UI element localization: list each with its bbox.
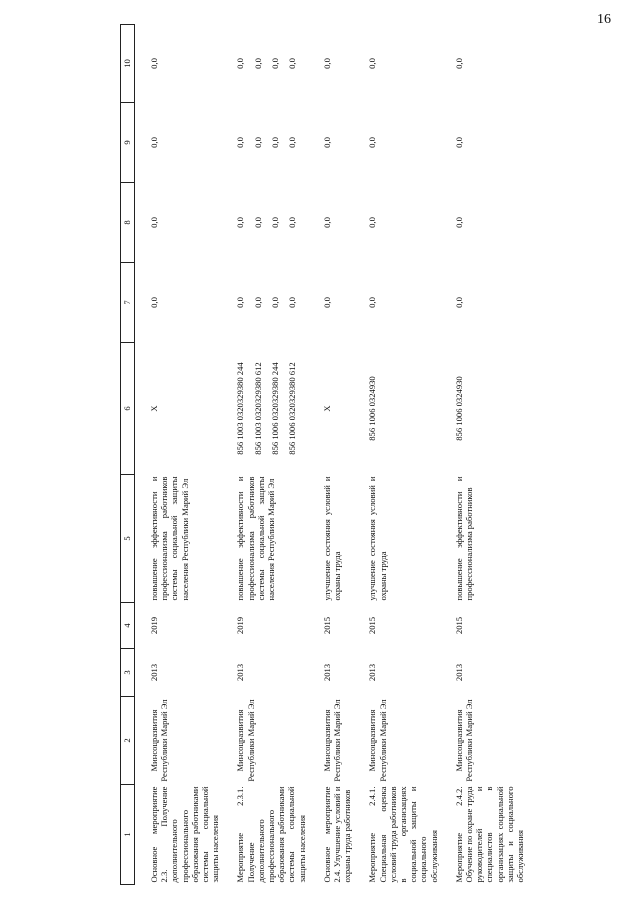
value-cell: 0,0 (287, 217, 298, 228)
value-cell: 0,0 (367, 58, 378, 69)
value-cell: 0,0 (269, 297, 280, 308)
value-cell: 0,0 (269, 137, 280, 148)
value-cell: 0,0 (321, 137, 332, 148)
end-year: 2015 (321, 616, 332, 635)
value-col-9 (440, 103, 526, 183)
value-cell: 0,0 (367, 137, 378, 148)
value-cell: 0,0 (252, 217, 263, 228)
budget-code (221, 343, 307, 475)
table-row (308, 25, 354, 885)
end-year: 2015 (453, 616, 464, 635)
column-header: 7 (121, 263, 135, 343)
start-year: 2013 (453, 663, 464, 682)
value-cell: 0,0 (367, 297, 378, 308)
column-header: 3 (121, 649, 135, 697)
value-col-8 (353, 183, 439, 263)
value-col-8 (135, 183, 222, 263)
expected-result: повышение эффективности и профессионализма работников системы социальной защиты населения Республики Марий Эл (235, 476, 277, 601)
value-cell: 0,0 (321, 217, 332, 228)
value-col-10 (440, 25, 526, 103)
start-year: 2013 (367, 663, 378, 682)
column-header: 2 (121, 697, 135, 785)
column-header: 4 (121, 603, 135, 649)
responsible-executor: Минсоцразвития Республики Марий Эл (367, 699, 388, 782)
value-cell: 0,0 (287, 58, 298, 69)
budget-code-line: X (149, 405, 159, 412)
end-year: 2019 (235, 616, 246, 635)
start-year: 2013 (235, 663, 246, 682)
value-col-9 (135, 103, 222, 183)
end-year: 2019 (149, 616, 159, 635)
responsible-executor: Минсоцразвития Республики Марий Эл (235, 699, 256, 782)
budget-code-line: X (321, 405, 332, 412)
value-cell: 0,0 (269, 217, 280, 228)
budget-code (353, 343, 439, 475)
budget-code-line: 856 1003 0320329380 612 (252, 362, 263, 455)
value-cell: 0,0 (149, 58, 159, 69)
budget-code (308, 343, 354, 475)
value-cell: 0,0 (321, 297, 332, 308)
value-cell: 0,0 (235, 217, 246, 228)
value-cell: 0,0 (287, 137, 298, 148)
value-col-10 (135, 25, 222, 103)
value-cell: 0,0 (453, 137, 464, 148)
value-col-7 (308, 263, 354, 343)
value-col-8 (308, 183, 354, 263)
value-col-7 (353, 263, 439, 343)
activity-name: Мероприятие 2.4.1. Специальная оценка условий труда работников в организациях социальной защиты и социального обслуживания (367, 786, 439, 883)
value-cell: 0,0 (252, 297, 263, 308)
table-row (135, 25, 222, 885)
responsible-executor: Минсоцразвития Республики Марий Эл (453, 699, 475, 782)
table-row (221, 25, 307, 885)
activity-name: Мероприятие 2.4.2. Обучение по охране труда руководителей и специалистов в организациях социальной защиты и социального обслуживания (453, 786, 526, 883)
value-col-8 (221, 183, 307, 263)
budget-code-line: 856 1006 0324930 (367, 376, 378, 441)
program-activities-table (120, 24, 526, 885)
budget-code (135, 343, 222, 475)
value-col-10 (353, 25, 439, 103)
activity-name: Основное мероприятие 2.4. Улучшение условий и охраны труда работников (321, 786, 353, 883)
column-header: 10 (121, 25, 135, 103)
value-cell: 0,0 (149, 217, 159, 228)
column-header: 6 (121, 343, 135, 475)
responsible-executor: Минсоцразвития Республики Марий Эл (321, 699, 343, 782)
value-cell: 0,0 (252, 137, 263, 148)
column-header: 5 (121, 475, 135, 603)
budget-code (440, 343, 526, 475)
value-cell: 0,0 (453, 217, 464, 228)
budget-code-line: 856 1006 0320329380 244 (269, 362, 280, 455)
value-cell: 0,0 (287, 297, 298, 308)
expected-result: улучшение состояния условий и охраны труда (367, 476, 388, 601)
activity-name: Мероприятие 2.3.1. Получение дополнительного профессионального образования работниками системы социальной защиты населения (235, 786, 307, 883)
page-number: 16 (597, 12, 611, 27)
budget-code-line: 856 1003 0320329380 244 (235, 362, 246, 455)
value-col-7 (135, 263, 222, 343)
value-col-9 (353, 103, 439, 183)
value-col-10 (308, 25, 354, 103)
value-col-10 (221, 25, 307, 103)
end-year: 2015 (367, 616, 378, 635)
start-year: 2013 (149, 663, 159, 682)
value-col-7 (440, 263, 526, 343)
activity-name: Основное мероприятие 2.3. Получение дополнительного профессионального образования работниками системы социальной защиты населения (149, 786, 221, 883)
table-row (353, 25, 439, 885)
value-cell: 0,0 (149, 137, 159, 148)
responsible-executor: Минсоцразвития Республики Марий Эл (149, 699, 170, 782)
value-cell: 0,0 (149, 297, 159, 308)
start-year: 2013 (321, 663, 332, 682)
value-cell: 0,0 (367, 217, 378, 228)
value-cell: 0,0 (453, 297, 464, 308)
value-col-9 (308, 103, 354, 183)
expected-result: повышение эффективности и профессионализма работников системы социальной защиты населения Республики Марий Эл (149, 476, 190, 601)
value-cell: 0,0 (453, 58, 464, 69)
expected-result: повышение эффективности и профессионализма работников (453, 476, 475, 601)
table-row (440, 25, 526, 885)
value-cell: 0,0 (269, 58, 280, 69)
budget-code-line: 856 1006 0320329380 612 (287, 362, 298, 455)
expected-result: улучшение состояния условий и охраны труда (321, 476, 343, 601)
column-header: 9 (121, 103, 135, 183)
budget-code-line: 856 1006 0324930 (453, 376, 464, 441)
header-row (121, 25, 135, 885)
column-header: 1 (121, 785, 135, 885)
value-cell: 0,0 (235, 297, 246, 308)
value-cell: 0,0 (235, 58, 246, 69)
value-cell: 0,0 (252, 58, 263, 69)
value-col-9 (221, 103, 307, 183)
rotated-table-container (120, 25, 526, 885)
value-cell: 0,0 (321, 58, 332, 69)
value-col-8 (440, 183, 526, 263)
column-header: 8 (121, 183, 135, 263)
value-cell: 0,0 (235, 137, 246, 148)
value-col-7 (221, 263, 307, 343)
